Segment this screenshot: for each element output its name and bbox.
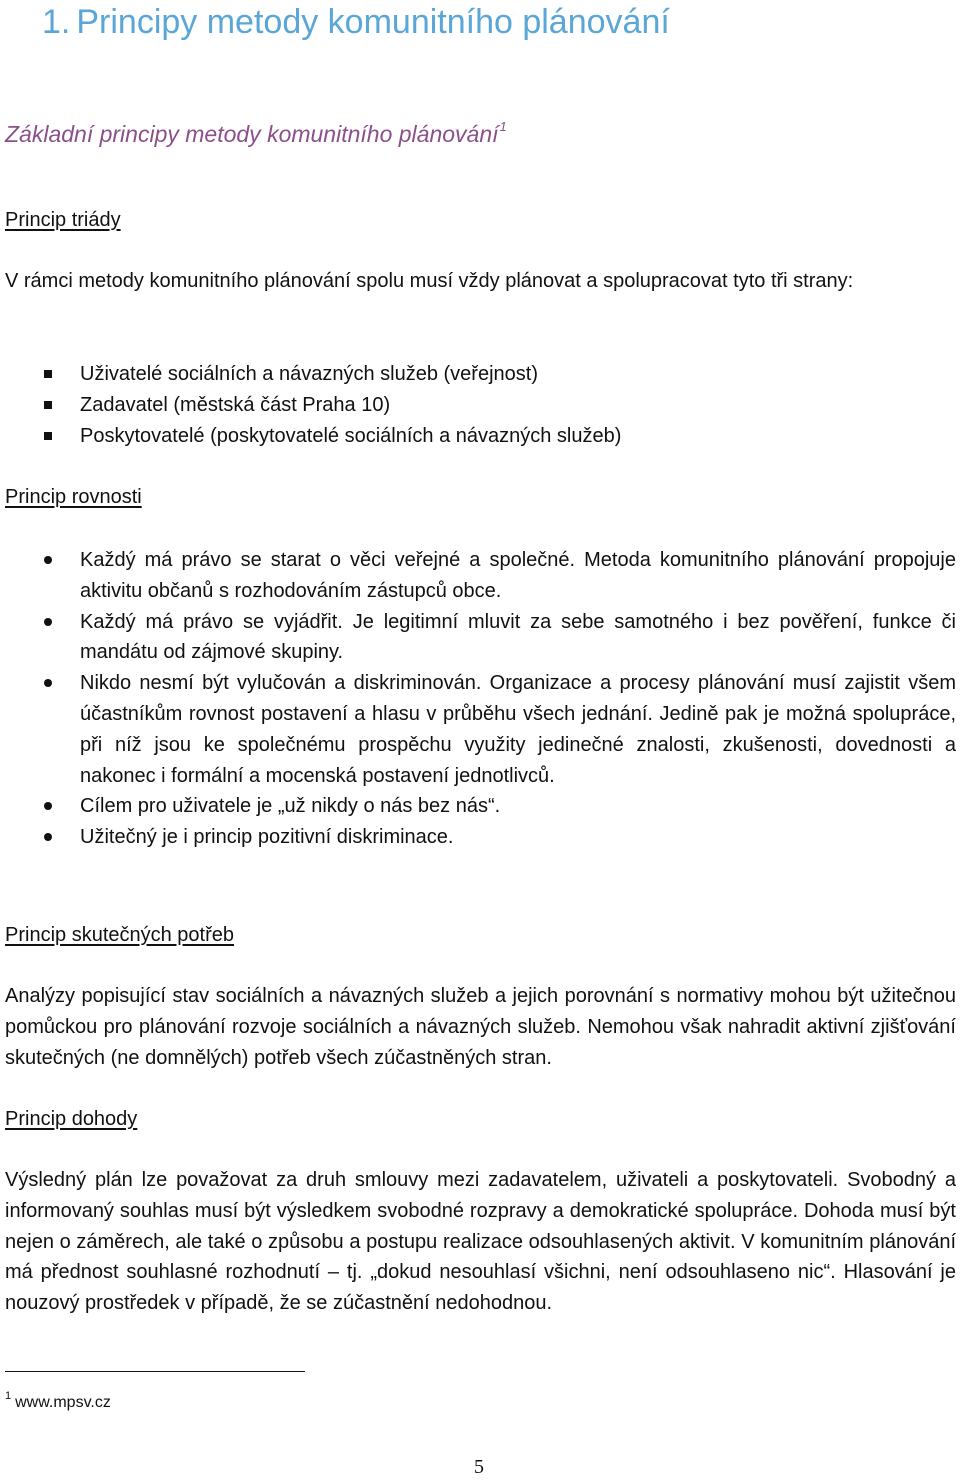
list-item-text: Každý má právo se vyjádřit. Je legitimní mluvit za sebe samotného i bez pověření, funkce či mandátu od zájmové skupiny.	[80, 610, 956, 664]
chapter-number: 1.	[42, 3, 71, 41]
equality-list	[0, 545, 956, 853]
list-item-text: Poskytovatelé (poskytovatelé sociálních a návazných služeb)	[80, 424, 622, 447]
needs-body: Analýzy popisující stav sociálních a návazných služeb a jejich porovnání s normativy mohou být užitečnou pomůckou pro plánování rozvoje sociálních a návazných služeb. Nemohou však nahradit aktivní zjišťování skutečných (ne domnělých) potřeb všech zúčastněných stran.	[5, 985, 956, 1069]
page-number: 5	[474, 1456, 484, 1478]
chapter-title: Principy metody komunitního plánování	[76, 3, 670, 41]
needs-title: Princip skutečných potřeb	[5, 924, 235, 946]
triad-intro: V rámci metody komunitního plánování spolu musí vždy plánovat a spolupracovat tyto tři strany:	[5, 270, 854, 292]
list-item-text: Každý má právo se starat o věci veřejné a společné. Metoda komunitního plánování propojuje aktivitu občanů s rozhodováním zástupců obce.	[80, 549, 956, 602]
round-bullet-icon	[44, 618, 52, 626]
chapter-heading	[42, 0, 670, 44]
list-item	[0, 668, 956, 791]
square-bullet-icon	[44, 432, 52, 440]
footnote-separator	[5, 1371, 305, 1372]
equality-title: Princip rovnosti	[5, 486, 142, 508]
section-heading-text: Základní principy metody komunitního plánování	[5, 121, 499, 147]
list-item	[0, 607, 956, 669]
triad-list	[0, 359, 956, 451]
list-item	[0, 421, 956, 452]
agreement-title: Princip dohody	[5, 1108, 138, 1130]
list-item-text: Uživatelé sociálních a návazných služeb (veřejnost)	[80, 363, 538, 385]
list-item	[0, 822, 956, 853]
list-item	[0, 390, 956, 421]
triad-title: Princip triády	[5, 209, 121, 231]
footnote	[5, 1384, 111, 1415]
square-bullet-icon	[44, 401, 52, 409]
agreement-body: Výsledný plán lze považovat za druh smlouvy mezi zadavatelem, uživateli a poskytovateli. Svobodný a informovaný souhlas musí být výsledkem svobodné rozpravy a demokratické spolupráce. Dohoda musí být nejen o záměrech, ale také o způsobu a postupu realizace odsouhlasených aktivit. V komunitním plánování má přednost souhlasné rozhodnutí – tj. „dokud nesouhlasí všichni, není odsouhlaseno nic“. Hlasování je nouzový prostředek v případě, že se zúčastnění nedohodnou.	[5, 1169, 956, 1315]
square-bullet-icon	[44, 370, 52, 378]
list-item-text: Zadavatel (městská část Praha 10)	[80, 393, 391, 416]
list-item	[0, 545, 956, 607]
round-bullet-icon	[44, 679, 52, 687]
list-item-text: Nikdo nesmí být vylučován a diskriminován. Organizace a procesy plánování musí zajistit všem účastníkům rovnost postavení a hlasu v průběhu všech jednání. Jedině pak je možná spolupráce, při níž jsou ke společnému prospěchu využity jedinečné znalosti, zkušenosti, dovednosti a nakonec i formální a mocenská postavení jednotlivců.	[80, 672, 956, 787]
list-item-text: Užitečný je i princip pozitivní diskriminace.	[80, 826, 454, 849]
list-item	[0, 359, 956, 390]
round-bullet-icon	[44, 802, 52, 810]
footnote-reference[interactable]: 1	[499, 119, 507, 134]
footnote-number: 1	[5, 1390, 12, 1402]
section-heading	[5, 112, 507, 149]
round-bullet-icon	[44, 556, 52, 564]
list-item	[0, 791, 956, 822]
list-item-text: Cílem pro uživatele je „už nikdy o nás bez nás“.	[80, 795, 501, 818]
footnote-link[interactable]: www.mpsv.cz	[15, 1394, 111, 1411]
round-bullet-icon	[44, 833, 52, 841]
